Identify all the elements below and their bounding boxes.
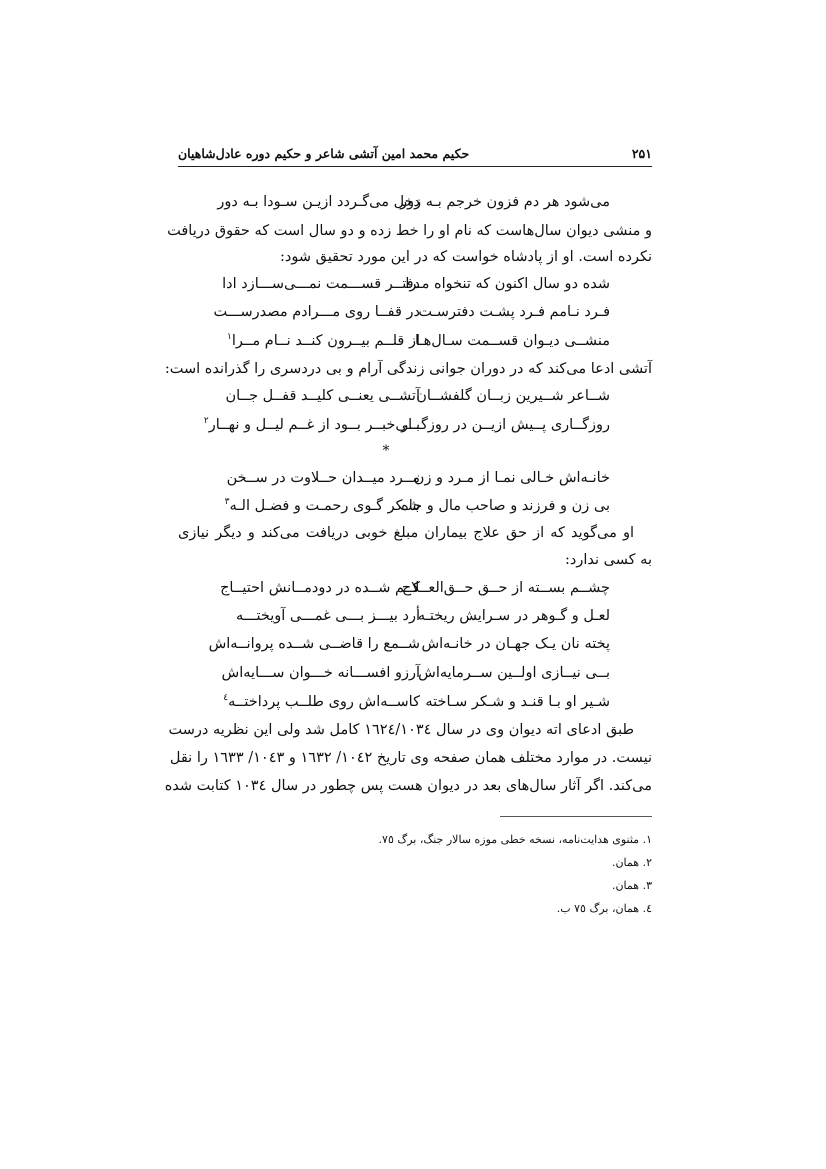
verse-couplet xyxy=(178,690,652,714)
first-hemistich: منشــی دیـوان قســمت سـال‌هـا xyxy=(414,333,610,349)
verse-couplet xyxy=(178,272,652,296)
footnote-item: ٢. همان. xyxy=(611,856,652,869)
verse-couplet xyxy=(178,329,652,353)
prose-line: و منشی دیوان سال‌هاست که نام او را خط زده و دو سال است که حقوق دریافت xyxy=(167,223,652,239)
section-separator-star: * xyxy=(382,443,390,459)
header-rule xyxy=(178,166,652,167)
verse-couplet xyxy=(178,384,652,408)
verse-couplet xyxy=(178,661,652,685)
second-hemistich: کــم شــده در دودمــانش احتیــاج xyxy=(220,580,420,596)
first-hemistich: فـرد نـامم فـرد پشـت دفترسـت xyxy=(418,304,610,320)
second-hemistich: دفتــر قســـمت نمـــی‌ســـازد ادا xyxy=(222,276,420,292)
second-hemistich: شــمع را قاضــی شــده پروانــه‌اش xyxy=(208,636,420,652)
running-title: حکیم محمد امین آتشی شاعر و حکیم دوره عادل‌شاهیان xyxy=(178,146,470,161)
prose-line: نکرده است. او از پادشاه خواست که در این مورد تحقیق شود: xyxy=(280,249,652,265)
first-hemistich: شـیر او بـا قنـد و شـکر سـاخته xyxy=(425,694,610,710)
footnote-item: ٣. همان. xyxy=(611,879,652,892)
footnote-item: ١. مثنوی هدایت‌نامه، نسخه خطی موزه سالار جنگ، برگ ٧٥. xyxy=(378,833,652,846)
verse-couplet xyxy=(178,632,652,656)
running-head xyxy=(178,146,652,166)
prose-line: نیست. در موارد مختلف همان صفحه وی تاریخ ١٠٤٢/ ١٦٣٢ و ١٠٤٣/ ١٦٣٣ را نقل xyxy=(169,750,652,766)
second-hemistich: بــی‌خبــر بــود از غــم لیــل و نهــار$^۲$ xyxy=(203,416,420,433)
prose-line: به کسی ندارد: xyxy=(565,552,652,568)
prose-line: طبق ادعای اته دیوان وی در سال ١٦٢٤/١٠٣٤ کامل شد ولی این نظریه درست xyxy=(168,722,634,738)
first-hemistich: چشــم بســته از حــق حــق‌العــلاج xyxy=(401,580,610,596)
first-hemistich: روزگــاری پــیش ازیــن در روزگــار xyxy=(401,417,610,433)
first-hemistich: بــی نیــازی اولــین ســرمایه‌اش xyxy=(418,665,610,681)
footnote-item: ٤. همان، برگ ٧٥ ب. xyxy=(556,902,652,915)
verse-couplet xyxy=(178,413,652,437)
verse-couplet xyxy=(178,494,652,518)
first-hemistich: پخته نان یـک جهـان در خانـه‌اش xyxy=(421,636,610,652)
verse-couplet xyxy=(178,604,652,628)
prose-line: می‌کند. اگر آثار سال‌های بعد در دیوان هست پس چطور در سال ١٠٣٤ کتابت شده xyxy=(164,778,652,794)
second-hemistich: أرد بیـــز بـــی غمـــی آویختـــه xyxy=(235,608,420,624)
footnote-marker: ۱ xyxy=(227,332,232,343)
second-hemistich: آتشــی یعنــی کلیــد قفــل جــان xyxy=(225,388,420,404)
verse-couplet xyxy=(178,300,652,324)
prose-line: او می‌گوید که از حق علاج بیماران مبلغ خوبی دریافت می‌کند و دیگر نیازی xyxy=(178,525,634,541)
second-hemistich: شـکر گـوی رحمـت و فضـل الـه$^۳$ xyxy=(224,497,420,514)
footnote-marker: ٤ xyxy=(223,693,229,704)
second-hemistich: آرزو افســـانه خـــوان ســـایه‌اش xyxy=(221,665,420,681)
footnote-rule xyxy=(500,816,652,817)
second-hemistich: کاســه‌اش روی طلــب پرداختــه$^٤$ xyxy=(223,693,420,710)
verse-couplet xyxy=(178,466,652,490)
first-hemistich: خانـه‌اش خـالی نمـا از مـرد و زن xyxy=(413,470,610,486)
second-hemistich: مــرد میــدان حــلاوت در ســخن xyxy=(226,470,420,486)
footnote-marker: ۳ xyxy=(224,497,230,508)
first-hemistich: شده دو سال اکنون که تنخواه مـرا xyxy=(405,276,610,292)
second-hemistich: در قفــا روی مـــرادم مصدرســـت xyxy=(213,304,420,320)
first-hemistich: لعـل و گـوهر در سـرایش ریختـه xyxy=(417,608,610,624)
page-number: ۲۵۱ xyxy=(631,146,652,161)
first-hemistich: بی زن و فرزند و صاحب مال و جاه xyxy=(401,498,610,514)
footnote-marker: ۲ xyxy=(203,416,209,427)
verse-couplet xyxy=(178,190,652,214)
verse-couplet xyxy=(178,576,652,600)
prose-line: آتشی ادعا می‌کند که در دوران جوانی زندگی آرام و بی دردسری را گذرانده است: xyxy=(164,361,652,377)
second-hemistich: دخل می‌گـردد ازیـن سـودا بـه دور xyxy=(217,194,420,210)
first-hemistich: می‌شود هر دم فزون خرجم بـه زور xyxy=(400,194,610,210)
first-hemistich: شــاعر شــیرین زبــان گلفشــان xyxy=(416,388,610,404)
second-hemistich: از قلــم بیــرون کنــد نــام مــرا$^۱$ xyxy=(227,332,420,349)
